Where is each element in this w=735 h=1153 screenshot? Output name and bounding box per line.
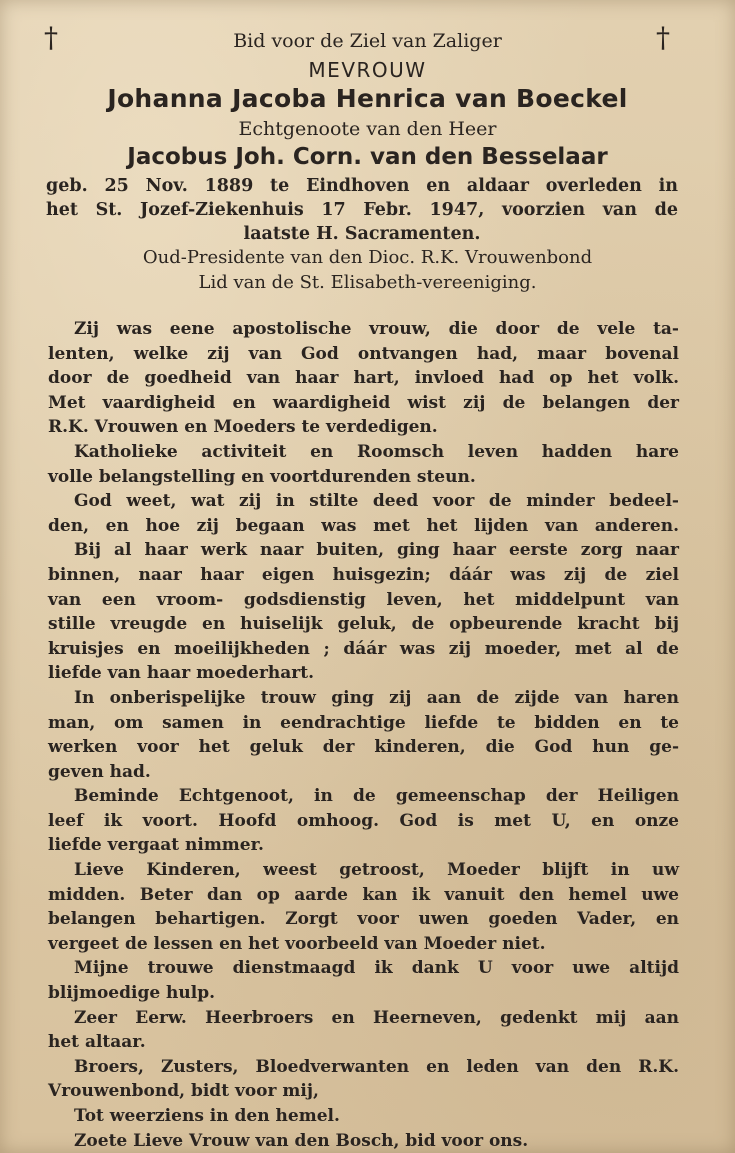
text-line: liefde vergaat nimmer. xyxy=(48,835,264,856)
spouse-label: Echtgenoote van den Heer xyxy=(238,118,497,140)
text-line: Vrouwenbond, bidt voor mij, xyxy=(48,1081,319,1102)
text-line: Zij was eene apostolische vrouw, die door de vele ta- xyxy=(74,319,679,339)
text-line: blijmoedige hulp. xyxy=(48,983,216,1004)
text-line: Katholieke activiteit en Roomsch leven hadden hare xyxy=(74,441,679,462)
text-line: door de goedheid van haar hart, invloed had op het volk. xyxy=(48,368,679,389)
text-line: Lieve Kinderen, weest getroost, Moeder blijft in uw xyxy=(74,860,679,881)
deceased-name: Johanna Jacoba Henrica van Boeckel xyxy=(107,84,628,113)
honorific-title: MEVROUW xyxy=(308,58,427,82)
text-line: lenten, welke zij van God ontvangen had, maar bovenal xyxy=(48,343,679,364)
birth-line: het St. Jozef-Ziekenhuis 17 Febr. 1947, voorzien van de xyxy=(46,200,678,220)
birth-line: laatste H. Sacramenten. xyxy=(243,224,481,244)
text-line: kruisjes en moeilijkheden ; dáár was zij moeder, met al de xyxy=(48,638,679,659)
text-line: midden. Beter dan op aarde kan ik vanuit den hemel uwe xyxy=(48,884,679,905)
prayer-request: Bid voor de Ziel van Zaliger xyxy=(233,30,502,52)
text-line: Mijne trouwe dienstmaagd ik dank U voor uwe altijd xyxy=(74,958,679,979)
text-line: volle belangstelling en voortdurenden steun. xyxy=(48,466,476,487)
cross-icon: † xyxy=(656,21,670,54)
text-line: leef ik voort. Hoofd omhoog. God is met U, en onze xyxy=(48,810,679,831)
text-line: van een vroom- godsdienstig leven, het middelpunt van xyxy=(48,589,679,610)
text-line: Broers, Zusters, Bloedverwanten en leden van den R.K. xyxy=(74,1056,679,1077)
text-line: het altaar. xyxy=(48,1032,146,1053)
text-line: Zeer Eerw. Heerbroers en Heerneven, gedenkt mij aan xyxy=(74,1007,679,1028)
role-line: Oud-Presidente van den Dioc. R.K. Vrouwenbond xyxy=(142,247,593,268)
text-line: Tot weerziens in den hemel. xyxy=(74,1106,340,1126)
text-line: Bij al haar werk naar buiten, ging haar eerste zorg naar xyxy=(74,540,679,561)
role-line: Lid van de St. Elisabeth-vereeniging. xyxy=(198,272,537,293)
text-line: liefde van haar moederhart. xyxy=(48,663,315,684)
spouse-name: Jacobus Joh. Corn. van den Besselaar xyxy=(127,144,608,170)
memorial-text xyxy=(48,317,679,1153)
birth-line: geb. 25 Nov. 1889 te Eindhoven en aldaar overleden in xyxy=(46,176,678,196)
text-line: den, en hoe zij begaan was met het lijden van anderen. xyxy=(48,515,679,536)
text-line: Met vaardigheid en waardigheid wist zij de belangen der xyxy=(48,392,679,413)
cross-icon: † xyxy=(44,21,58,54)
text-line: Zoete Lieve Vrouw van den Bosch, bid voor ons. xyxy=(74,1130,529,1151)
text-line: binnen, naar haar eigen huisgezin; dáár was zij de ziel xyxy=(48,564,679,585)
text-line: Beminde Echtgenoot, in de gemeenschap der Heiligen xyxy=(74,786,679,807)
text-line: vergeet de lessen en het voorbeeld van Moeder niet. xyxy=(48,933,546,954)
text-line: R.K. Vrouwen en Moeders te verdedigen. xyxy=(48,417,438,438)
text-line: man, om samen in eendrachtige liefde te bidden en te xyxy=(48,712,679,733)
text-line: stille vreugde en huiselijk geluk, de opbeurende kracht bij xyxy=(48,614,679,635)
birth-death-details xyxy=(46,174,678,246)
text-line: belangen behartigen. Zorgt voor uwen goeden Vader, en xyxy=(48,909,679,930)
text-line: In onberispelijke trouw ging zij aan de zijde van haren xyxy=(74,687,679,708)
text-line: geven had. xyxy=(48,761,151,782)
text-line: werken voor het geluk der kinderen, die God hun ge- xyxy=(48,737,679,758)
text-line: God weet, wat zij in stilte deed voor de minder bedeel- xyxy=(74,491,679,512)
